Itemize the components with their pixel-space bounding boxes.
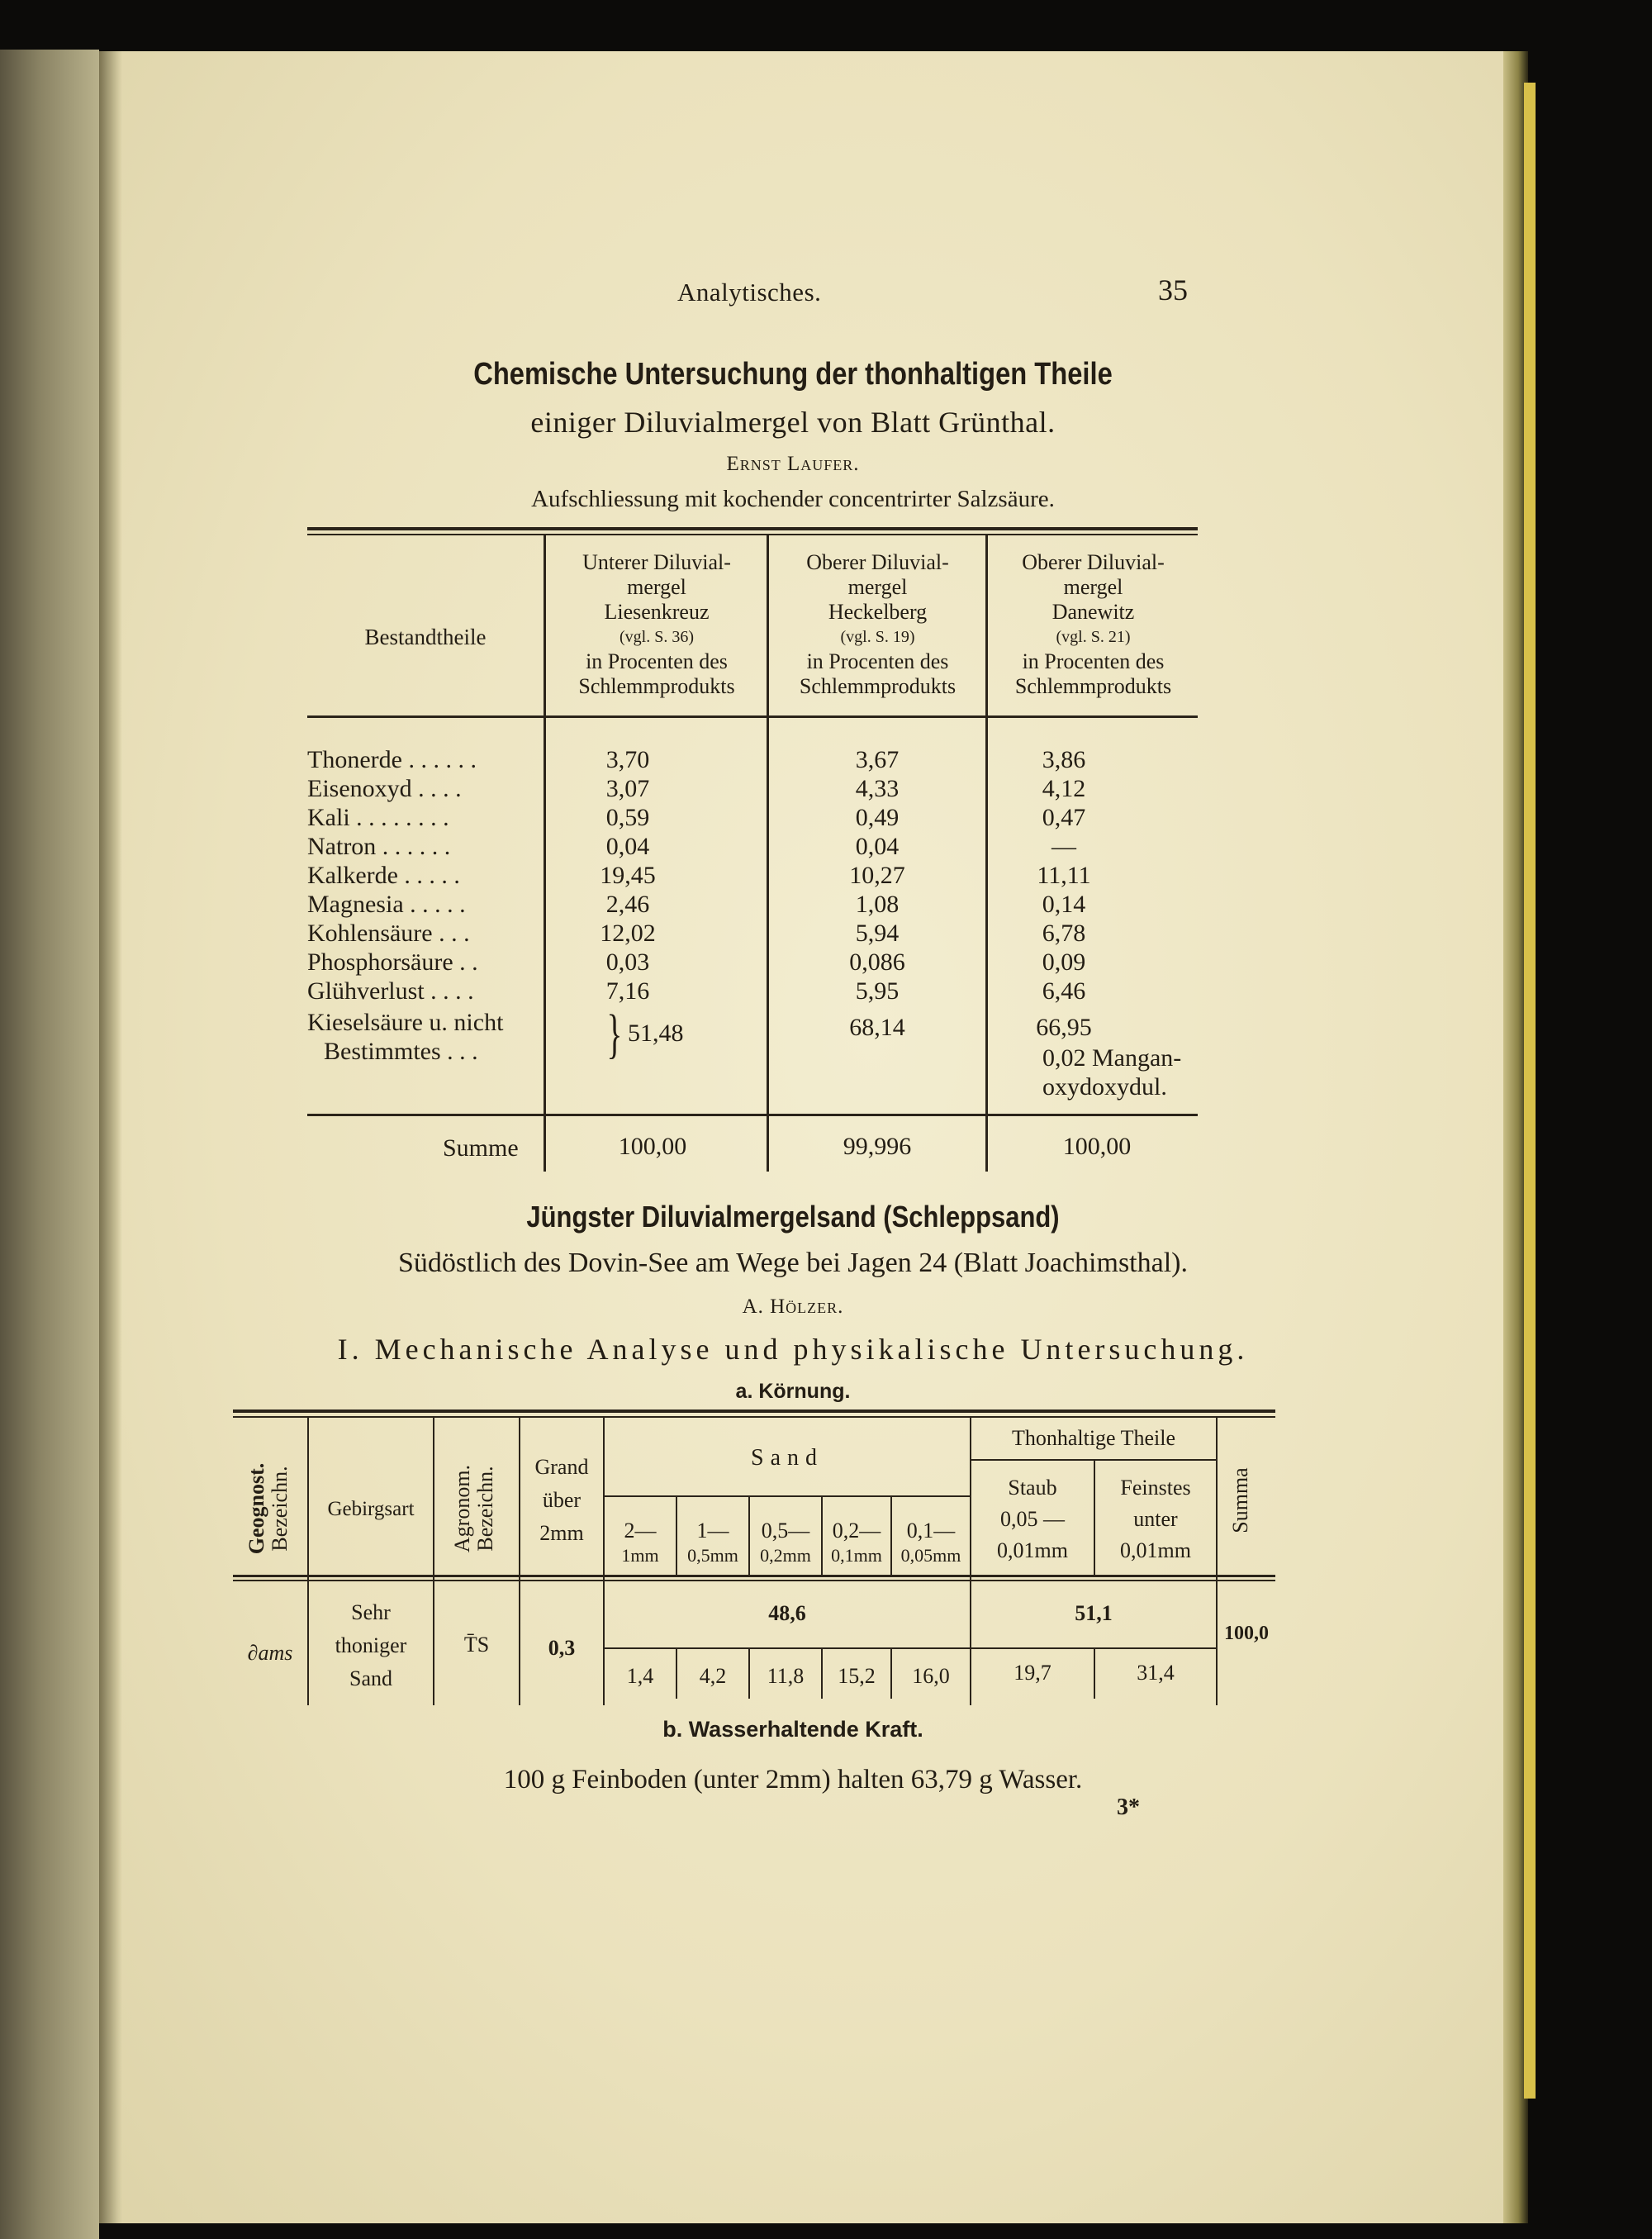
table1-value: 0,59 (605, 804, 650, 831)
table1-value: 2,46 (605, 891, 650, 918)
table1-value: 66,95 (1036, 1014, 1092, 1041)
sum-label: Summe (443, 1134, 519, 1162)
table1-row-label: Phosphorsäure . . (307, 948, 478, 976)
section1-title: Chemische Untersuchung der thonhaltigen Theile (473, 357, 1113, 392)
table1-row-label: Glühverlust . . . . (307, 977, 474, 1005)
previous-page-edge (0, 50, 99, 2239)
table1-value: 19,45 (600, 862, 656, 889)
table1-row-label: Natron . . . . . . (307, 833, 451, 860)
section2-subtitle: Südöstlich des Dovin-See am Wege bei Jagen 24 (Blatt Joachimsthal). (397, 1248, 1188, 1278)
water-capacity-sentence: 100 g Feinboden (unter 2mm) halten 63,79 g Wasser. (503, 1765, 1083, 1795)
header-grand: Grand über 2mm (534, 1455, 589, 1545)
header-geognost: Geognost. Bezeichn. (244, 1462, 292, 1555)
table1-top-rule (307, 527, 1198, 530)
section1-author: Ernst Laufer. (726, 453, 860, 475)
table2-col-divider (433, 1418, 434, 1705)
cell-grand: 0,3 (548, 1636, 576, 1660)
cell-agronom: T̄S (463, 1633, 490, 1657)
page-edge-stripe (1524, 83, 1536, 2099)
table1-row-label: Magnesia . . . . . (307, 891, 466, 918)
table2-header-rule (233, 1575, 1275, 1577)
header-thonhaltige-theile: Thonhaltige Theile (1011, 1426, 1176, 1450)
table2-top-rule-thin (233, 1416, 1275, 1418)
table2-top-rule (233, 1409, 1275, 1413)
table1-sum-value: 99,996 (843, 1133, 912, 1160)
table1-row-label: Kohlensäure . . . (307, 920, 470, 947)
table1-value: 0,086 (849, 948, 905, 976)
table1-sum-rule (307, 1114, 1198, 1116)
header-agronom: Agronom. Bezeichn. (450, 1464, 497, 1553)
table1-row-label: Eisenoxyd . . . . (307, 775, 462, 802)
table1-value-note: oxydoxydul. (1042, 1073, 1167, 1100)
table1-value: — (1051, 833, 1076, 860)
cell-sand-value: 15,2 (838, 1664, 876, 1688)
header-summa: Summa (1228, 1467, 1252, 1533)
cell-staub: 19,7 (1014, 1661, 1051, 1685)
cell-sand-value: 11,8 (767, 1664, 805, 1688)
table1-value: 0,14 (1042, 891, 1086, 918)
table1-row-header: Bestandtheile (364, 625, 487, 649)
cell-sand-value: 4,2 (699, 1664, 727, 1688)
section2-title: Jüngster Diluvialmergelsand (Schleppsand) (526, 1200, 1060, 1234)
table1-sum-value: 100,00 (1062, 1133, 1132, 1160)
cell-sand-value: 1,4 (626, 1664, 654, 1688)
table1-value: 4,33 (855, 775, 900, 802)
cell-summa: 100,0 (1224, 1623, 1269, 1644)
table1-value: 11,11 (1037, 862, 1091, 889)
running-head: Analytisches. (677, 278, 822, 307)
header-staub: Staub 0,05 — 0,01mm (997, 1476, 1068, 1562)
table1-value: 51,48 (628, 1020, 684, 1047)
table1-col-header-2: Oberer Diluvial- mergel Heckelberg (vgl. S. 19) in Procenten des Schlemmprodukts (799, 550, 957, 698)
cell-sand-value: 16,0 (912, 1664, 950, 1688)
cell-feinstes: 31,4 (1137, 1661, 1175, 1685)
section2-heading-b: b. Wasserhaltende Kraft. (662, 1717, 923, 1742)
table1-value: 6,78 (1042, 920, 1086, 947)
cell-sand-total: 48,6 (768, 1601, 806, 1625)
table1-sum-value: 100,00 (618, 1133, 687, 1160)
header-sand-fraction: 2— 1mm (621, 1519, 659, 1566)
table1-value: 68,14 (849, 1014, 905, 1041)
table1-value: 0,03 (605, 948, 650, 976)
table1-value: 3,86 (1042, 746, 1086, 773)
table1-row-label: Thonerde . . . . . . (307, 746, 477, 773)
section1-subtitle: einiger Diluvialmergel von Blatt Grünthal. (530, 406, 1056, 439)
cell-geognost: ∂ams (247, 1641, 293, 1665)
table1-top-rule-thin (307, 534, 1198, 535)
cell-thon-total: 51,1 (1075, 1601, 1113, 1625)
header-sand-fraction: 1— 0,5mm (687, 1519, 738, 1566)
table1-value: 0,09 (1042, 948, 1086, 976)
table1-value: 6,46 (1042, 977, 1086, 1005)
table1-col-header-1: Unterer Diluvial- mergel Liesenkreuz (vgl. S. 36) in Procenten des Schlemmprodukts (578, 550, 735, 698)
table1-value: 1,08 (855, 891, 900, 918)
table1-value: 5,95 (855, 977, 900, 1005)
table1-value: 3,70 (605, 746, 650, 773)
header-sand-fraction: 0,1— 0,05mm (900, 1519, 961, 1566)
signature-mark: 3* (1117, 1795, 1140, 1820)
table1-row-label: Kali . . . . . . . . (307, 804, 449, 831)
table2-header-rule-thin (233, 1580, 1275, 1581)
page-number: 35 (1158, 273, 1188, 307)
section2-subheading: a. Körnung. (735, 1380, 851, 1403)
table1-value: 0,49 (855, 804, 900, 831)
table2-col-divider (1216, 1418, 1218, 1705)
table1-col-divider (767, 535, 769, 1172)
table1-value: 7,16 (605, 977, 650, 1005)
table1-row-label: Kalkerde . . . . . (307, 862, 460, 889)
table1-row-label: Kieselsäure u. nicht (307, 1009, 504, 1036)
table1-col-header-3: Oberer Diluvial- mergel Danewitz (vgl. S. 21) in Procenten des Schlemmprodukts (1014, 550, 1172, 698)
table2-subtotal-rule (605, 1647, 1216, 1649)
header-gebirgsart: Gebirgsart (327, 1498, 415, 1520)
table1-value: 10,27 (849, 862, 905, 889)
table1-value-note: 0,02 Mangan- (1042, 1044, 1182, 1072)
table1-value: 0,47 (1042, 804, 1086, 831)
brace: } (606, 1004, 623, 1064)
section1-note: Aufschliessung mit kochender concentrirter Salzsäure. (531, 486, 1055, 512)
book-gutter (99, 51, 122, 2223)
header-feinstes: Feinstes unter 0,01mm (1120, 1476, 1191, 1562)
table1-value: 4,12 (1042, 775, 1086, 802)
table1-value: 3,67 (855, 746, 900, 773)
table1-row-label: Bestimmtes . . . (324, 1038, 478, 1065)
sand-subheader-rule (603, 1495, 970, 1497)
table1-value: 5,94 (855, 920, 900, 947)
section2-heading: I. Mechanische Analyse und physikalische Untersuchung. (337, 1333, 1249, 1366)
table1-value: 0,04 (605, 833, 650, 860)
section2-author: A. Hölzer. (742, 1295, 844, 1318)
table1-header-rule (307, 715, 1198, 718)
table1-value: 12,02 (600, 920, 656, 947)
header-sand: Sand (751, 1445, 824, 1471)
table1-value: 3,07 (605, 775, 650, 802)
header-sand-fraction: 0,2— 0,1mm (831, 1519, 882, 1566)
table1-value: 0,04 (855, 833, 900, 860)
cell-gebirgsart: Sehr thoniger Sand (335, 1600, 407, 1690)
header-sand-fraction: 0,5— 0,2mm (760, 1519, 811, 1566)
